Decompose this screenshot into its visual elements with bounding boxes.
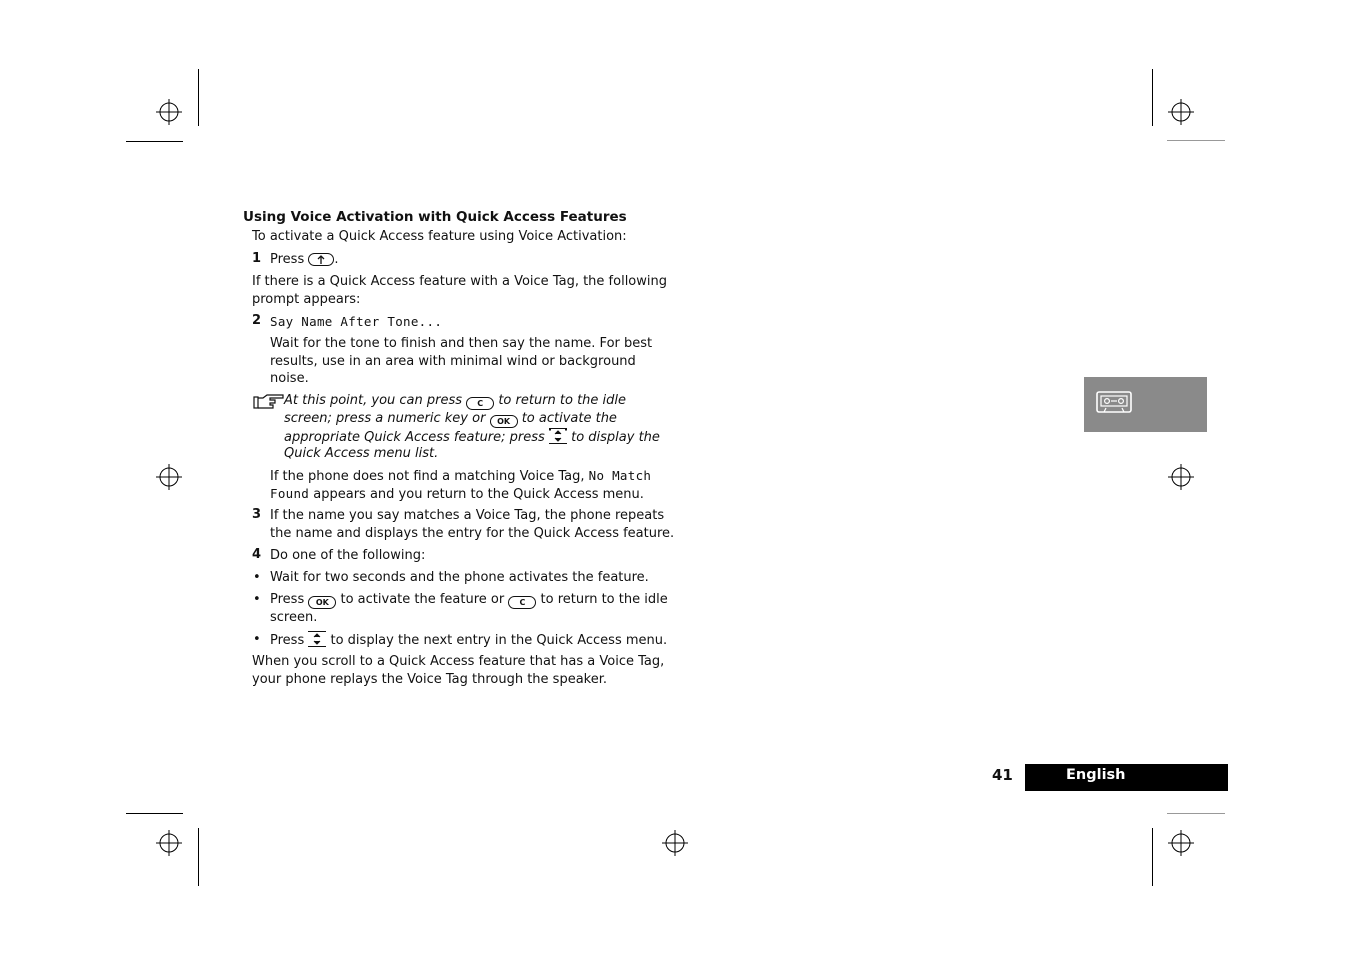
step-number: 1 xyxy=(252,251,262,266)
crop-mark xyxy=(1152,828,1153,886)
prompt-text-1: If there is a Quick Access feature with a Voice Tag, the following xyxy=(252,274,667,289)
ok-key-icon: OK xyxy=(308,596,336,609)
bullet-1-text: Wait for two seconds and the phone activates the feature. xyxy=(270,570,649,585)
bullet: • xyxy=(253,570,261,585)
up-arrow-key-icon xyxy=(308,253,334,266)
crop-mark xyxy=(126,141,183,142)
registration-mark-icon xyxy=(1168,830,1194,856)
step-number: 4 xyxy=(252,547,262,562)
step-3-line-1: If the name you say matches a Voice Tag, the phone repeats xyxy=(270,508,665,523)
cassette-icon xyxy=(1096,391,1132,413)
bullet: • xyxy=(253,592,261,607)
wait-text-2: results, use in an area with minimal wind or background xyxy=(270,354,636,369)
section-heading: Using Voice Activation with Quick Access Features xyxy=(243,209,627,225)
step-3-line-2: the name and displays the entry for the Quick Access feature. xyxy=(270,526,675,541)
language-label: English xyxy=(1066,767,1126,783)
note-line-3: appropriate Quick Access feature; press to display the xyxy=(284,430,660,445)
wait-text-3: noise. xyxy=(270,371,309,386)
note-line-4: Quick Access menu list. xyxy=(284,446,439,461)
registration-mark-icon xyxy=(156,830,182,856)
registration-mark-icon xyxy=(1168,464,1194,490)
chapter-side-tab xyxy=(1084,377,1207,432)
crop-mark xyxy=(126,813,183,814)
language-bar xyxy=(1025,764,1228,791)
registration-mark-icon xyxy=(662,830,688,856)
c-key-icon: C xyxy=(466,397,494,410)
nomatch-line-2: Found appears and you return to the Quick Access menu. xyxy=(270,486,644,502)
registration-mark-icon xyxy=(156,99,182,125)
display-text: Say Name After Tone... xyxy=(270,314,443,329)
note-line-1: At this point, you can press C to return to the idle xyxy=(284,393,627,408)
crop-mark xyxy=(198,828,199,886)
step-1-text: Press . xyxy=(270,252,339,267)
crop-mark xyxy=(1152,69,1153,126)
note-line-2: screen; press a numeric key or OK to activate the xyxy=(284,411,617,426)
prompt-text-2: prompt appears: xyxy=(252,292,361,307)
c-key-icon: C xyxy=(508,596,536,609)
crop-mark xyxy=(198,69,199,126)
press-label: Press xyxy=(270,252,305,267)
step-4-text: Do one of the following: xyxy=(270,548,426,563)
bullet-2-text: Press OK to activate the feature or C to return to the idle xyxy=(270,592,668,607)
crop-mark xyxy=(1167,140,1225,141)
bullet: • xyxy=(253,632,261,647)
registration-mark-icon xyxy=(156,464,182,490)
bullet-2-text-cont: screen. xyxy=(270,610,318,625)
crop-mark xyxy=(1167,813,1225,814)
closing-line-1: When you scroll to a Quick Access feature that has a Voice Tag, xyxy=(252,654,665,669)
ok-key-icon: OK xyxy=(490,415,518,428)
step-number: 3 xyxy=(252,507,262,522)
closing-line-2: your phone replays the Voice Tag through the speaker. xyxy=(252,672,608,687)
nomatch-line-1: If the phone does not find a matching Voice Tag, No Match xyxy=(270,468,652,484)
scroll-key-icon xyxy=(549,428,567,444)
intro-text: To activate a Quick Access feature using Voice Activation: xyxy=(252,229,627,244)
registration-mark-icon xyxy=(1168,99,1194,125)
step-number: 2 xyxy=(252,313,262,328)
page-number: 41 xyxy=(992,766,1013,784)
scroll-key-icon xyxy=(308,631,326,647)
wait-text-1: Wait for the tone to finish and then say the name. For best xyxy=(270,336,653,351)
pointing-hand-icon xyxy=(253,394,285,410)
bullet-3-text: Press to display the next entry in the Quick Access menu. xyxy=(270,633,668,648)
